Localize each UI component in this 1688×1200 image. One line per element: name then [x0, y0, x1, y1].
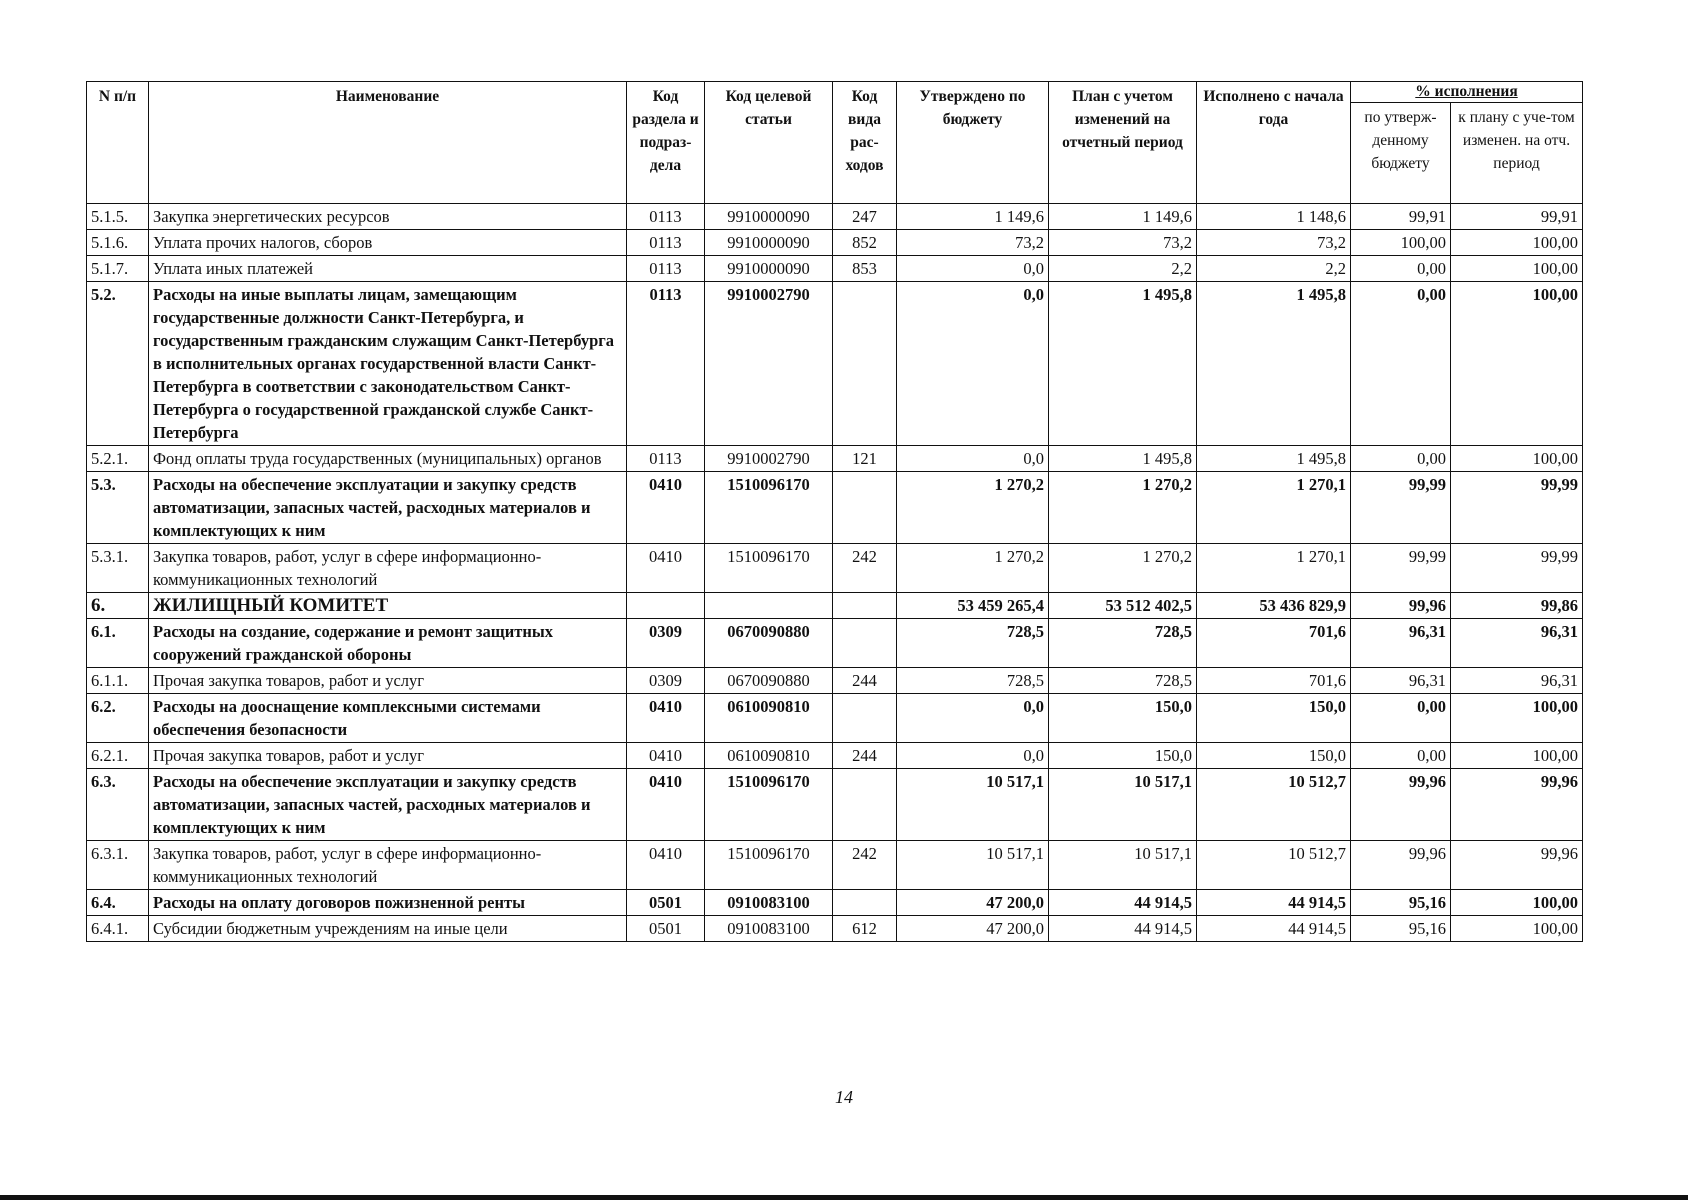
row-pct-plan: 100,00 — [1451, 446, 1583, 472]
table-row — [87, 841, 1583, 890]
row-razdel: 0410 — [627, 743, 705, 769]
table-row-section — [87, 593, 1583, 619]
table-row — [87, 204, 1583, 230]
row-plan: 728,5 — [1049, 668, 1197, 694]
col-header-ispoln: Исполнено с начала года — [1197, 82, 1351, 204]
row-plan: 1 149,6 — [1049, 204, 1197, 230]
row-vid — [833, 282, 897, 446]
row-plan: 73,2 — [1049, 230, 1197, 256]
row-pct-plan: 99,99 — [1451, 472, 1583, 544]
row-ispoln: 1 495,8 — [1197, 446, 1351, 472]
row-utv: 1 149,6 — [897, 204, 1049, 230]
row-celevaya: 1510096170 — [705, 544, 833, 593]
row-vid: 853 — [833, 256, 897, 282]
row-plan: 44 914,5 — [1049, 916, 1197, 942]
row-ispoln: 44 914,5 — [1197, 916, 1351, 942]
col-header-plan: План с учетом изменений на отчетный период — [1049, 82, 1197, 204]
table-row — [87, 544, 1583, 593]
row-razdel: 0410 — [627, 694, 705, 743]
row-celevaya: 9910002790 — [705, 282, 833, 446]
row-razdel: 0113 — [627, 256, 705, 282]
row-plan: 10 517,1 — [1049, 769, 1197, 841]
row-pct-utv: 95,16 — [1351, 890, 1451, 916]
row-name: Уплата прочих налогов, сборов — [149, 230, 627, 256]
table-row — [87, 256, 1583, 282]
budget-execution-table — [86, 81, 1583, 942]
row-razdel: 0309 — [627, 619, 705, 668]
row-plan: 1 270,2 — [1049, 472, 1197, 544]
row-ispoln: 2,2 — [1197, 256, 1351, 282]
row-utv: 47 200,0 — [897, 890, 1049, 916]
row-pct-utv: 0,00 — [1351, 282, 1451, 446]
row-name: Прочая закупка товаров, работ и услуг — [149, 668, 627, 694]
row-num: 5.1.7. — [87, 256, 149, 282]
row-pct-utv: 96,31 — [1351, 668, 1451, 694]
row-pct-utv: 0,00 — [1351, 256, 1451, 282]
row-ispoln: 10 512,7 — [1197, 841, 1351, 890]
row-razdel — [627, 593, 705, 619]
row-ispoln: 53 436 829,9 — [1197, 593, 1351, 619]
table-row — [87, 282, 1583, 446]
row-celevaya: 0670090880 — [705, 619, 833, 668]
row-pct-plan: 99,96 — [1451, 769, 1583, 841]
scan-edge-bar — [0, 1195, 1688, 1200]
row-celevaya: 0610090810 — [705, 694, 833, 743]
row-name: Закупка энергетических ресурсов — [149, 204, 627, 230]
col-header-vid: Код вида рас-ходов — [833, 82, 897, 204]
row-pct-utv: 99,99 — [1351, 544, 1451, 593]
row-vid — [833, 619, 897, 668]
row-plan: 10 517,1 — [1049, 841, 1197, 890]
row-pct-plan: 99,86 — [1451, 593, 1583, 619]
row-razdel: 0501 — [627, 890, 705, 916]
row-vid: 247 — [833, 204, 897, 230]
row-ispoln: 1 148,6 — [1197, 204, 1351, 230]
row-utv: 10 517,1 — [897, 769, 1049, 841]
row-name: Расходы на создание, содержание и ремонт защитных сооружений гражданской обороны — [149, 619, 627, 668]
row-plan: 53 512 402,5 — [1049, 593, 1197, 619]
table-row — [87, 230, 1583, 256]
row-num: 6.4. — [87, 890, 149, 916]
col-header-pct-group: % исполнения — [1351, 82, 1583, 103]
row-vid — [833, 890, 897, 916]
row-name: Расходы на обеспечение эксплуатации и закупку средств автоматизации, запасных частей, расходных материалов и комплектующих к ним — [149, 472, 627, 544]
row-name: Расходы на оплату договоров пожизненной ренты — [149, 890, 627, 916]
row-num: 5.2.1. — [87, 446, 149, 472]
row-utv: 0,0 — [897, 694, 1049, 743]
row-celevaya: 9910002790 — [705, 446, 833, 472]
row-vid — [833, 769, 897, 841]
row-ispoln: 1 270,1 — [1197, 472, 1351, 544]
row-ispoln: 150,0 — [1197, 694, 1351, 743]
row-vid: 612 — [833, 916, 897, 942]
table-row — [87, 916, 1583, 942]
row-name: Расходы на дооснащение комплексными системами обеспечения безопасности — [149, 694, 627, 743]
row-celevaya: 1510096170 — [705, 841, 833, 890]
row-razdel: 0501 — [627, 916, 705, 942]
row-ispoln: 44 914,5 — [1197, 890, 1351, 916]
row-vid: 852 — [833, 230, 897, 256]
row-vid — [833, 593, 897, 619]
row-name: Расходы на иные выплаты лицам, замещающим государственные должности Санкт-Петербурга, и государственным гражданским служащим Санкт-Петербурга в исполнительных органах государственной власти Санкт-Петербурга в соответствии с законодательством Санкт-Петербурга о государственной гражданской службе Санкт-Петербурга — [149, 282, 627, 446]
row-celevaya: 9910000090 — [705, 230, 833, 256]
row-num: 6.3. — [87, 769, 149, 841]
row-utv: 10 517,1 — [897, 841, 1049, 890]
col-header-celevaya: Код целевой статьи — [705, 82, 833, 204]
table-row — [87, 694, 1583, 743]
row-ispoln: 10 512,7 — [1197, 769, 1351, 841]
row-pct-plan: 96,31 — [1451, 668, 1583, 694]
row-name: Фонд оплаты труда государственных (муниципальных) органов — [149, 446, 627, 472]
row-pct-plan: 100,00 — [1451, 230, 1583, 256]
table-row — [87, 769, 1583, 841]
col-header-razdel: Код раздела и подраз-дела — [627, 82, 705, 204]
row-name: Закупка товаров, работ, услуг в сфере информационно-коммуникационных технологий — [149, 841, 627, 890]
row-utv: 0,0 — [897, 256, 1049, 282]
row-utv: 0,0 — [897, 743, 1049, 769]
row-plan: 728,5 — [1049, 619, 1197, 668]
row-pct-utv: 100,00 — [1351, 230, 1451, 256]
row-razdel: 0309 — [627, 668, 705, 694]
row-plan: 150,0 — [1049, 694, 1197, 743]
row-pct-utv: 0,00 — [1351, 694, 1451, 743]
table-row — [87, 890, 1583, 916]
row-utv: 0,0 — [897, 282, 1049, 446]
row-pct-plan: 100,00 — [1451, 282, 1583, 446]
page-number: 14 — [835, 1087, 853, 1107]
col-header-pct-utv: по утверж-денному бюджету — [1351, 103, 1451, 204]
row-ispoln: 73,2 — [1197, 230, 1351, 256]
row-pct-utv: 95,16 — [1351, 916, 1451, 942]
table-row — [87, 668, 1583, 694]
table-row — [87, 472, 1583, 544]
row-num: 6.4.1. — [87, 916, 149, 942]
row-celevaya: 0670090880 — [705, 668, 833, 694]
row-pct-utv: 99,96 — [1351, 593, 1451, 619]
header-row-1 — [87, 82, 1583, 103]
row-num: 6.2. — [87, 694, 149, 743]
row-pct-utv: 99,96 — [1351, 769, 1451, 841]
row-ispoln: 701,6 — [1197, 619, 1351, 668]
row-num: 6.1.1. — [87, 668, 149, 694]
row-ispoln: 1 495,8 — [1197, 282, 1351, 446]
row-pct-plan: 96,31 — [1451, 619, 1583, 668]
row-pct-utv: 99,96 — [1351, 841, 1451, 890]
row-utv: 0,0 — [897, 446, 1049, 472]
row-vid: 242 — [833, 544, 897, 593]
row-vid: 242 — [833, 841, 897, 890]
row-utv: 728,5 — [897, 619, 1049, 668]
row-razdel: 0410 — [627, 769, 705, 841]
row-utv: 73,2 — [897, 230, 1049, 256]
row-plan: 1 495,8 — [1049, 446, 1197, 472]
row-vid: 121 — [833, 446, 897, 472]
row-num: 5.2. — [87, 282, 149, 446]
col-header-utv: Утверждено по бюджету — [897, 82, 1049, 204]
row-pct-utv: 0,00 — [1351, 743, 1451, 769]
row-pct-plan: 99,91 — [1451, 204, 1583, 230]
row-celevaya: 1510096170 — [705, 769, 833, 841]
row-name: Уплата иных платежей — [149, 256, 627, 282]
row-pct-utv: 99,91 — [1351, 204, 1451, 230]
row-num: 5.1.6. — [87, 230, 149, 256]
row-ispoln: 1 270,1 — [1197, 544, 1351, 593]
row-celevaya: 0910083100 — [705, 890, 833, 916]
table-row — [87, 446, 1583, 472]
row-name: Субсидии бюджетным учреждениям на иные цели — [149, 916, 627, 942]
row-vid: 244 — [833, 743, 897, 769]
row-num: 6.2.1. — [87, 743, 149, 769]
row-razdel: 0113 — [627, 446, 705, 472]
row-pct-plan: 100,00 — [1451, 694, 1583, 743]
row-num: 5.1.5. — [87, 204, 149, 230]
row-num: 5.3. — [87, 472, 149, 544]
row-pct-plan: 100,00 — [1451, 916, 1583, 942]
row-celevaya: 9910000090 — [705, 204, 833, 230]
row-pct-plan: 100,00 — [1451, 743, 1583, 769]
row-razdel: 0113 — [627, 282, 705, 446]
row-pct-plan: 100,00 — [1451, 256, 1583, 282]
row-celevaya: 1510096170 — [705, 472, 833, 544]
row-pct-plan: 100,00 — [1451, 890, 1583, 916]
row-name: Расходы на обеспечение эксплуатации и закупку средств автоматизации, запасных частей, расходных материалов и комплектующих к ним — [149, 769, 627, 841]
row-utv: 728,5 — [897, 668, 1049, 694]
row-celevaya: 0610090810 — [705, 743, 833, 769]
row-plan: 1 270,2 — [1049, 544, 1197, 593]
row-pct-utv: 96,31 — [1351, 619, 1451, 668]
row-pct-plan: 99,99 — [1451, 544, 1583, 593]
table-row — [87, 619, 1583, 668]
row-plan: 1 495,8 — [1049, 282, 1197, 446]
row-utv: 1 270,2 — [897, 472, 1049, 544]
row-vid — [833, 472, 897, 544]
row-plan: 44 914,5 — [1049, 890, 1197, 916]
row-pct-plan: 99,96 — [1451, 841, 1583, 890]
col-header-num: N п/п — [87, 82, 149, 204]
row-celevaya — [705, 593, 833, 619]
row-name: Прочая закупка товаров, работ и услуг — [149, 743, 627, 769]
row-plan: 2,2 — [1049, 256, 1197, 282]
col-header-pct-plan: к плану с уче-том изменен. на отч. период — [1451, 103, 1583, 204]
row-num: 5.3.1. — [87, 544, 149, 593]
row-plan: 150,0 — [1049, 743, 1197, 769]
row-razdel: 0410 — [627, 841, 705, 890]
row-celevaya: 0910083100 — [705, 916, 833, 942]
row-razdel: 0113 — [627, 204, 705, 230]
row-utv: 1 270,2 — [897, 544, 1049, 593]
row-name: ЖИЛИЩНЫЙ КОМИТЕТ — [149, 593, 627, 619]
row-razdel: 0410 — [627, 544, 705, 593]
row-utv: 53 459 265,4 — [897, 593, 1049, 619]
table-row — [87, 743, 1583, 769]
row-name: Закупка товаров, работ, услуг в сфере информационно-коммуникационных технологий — [149, 544, 627, 593]
row-pct-utv: 0,00 — [1351, 446, 1451, 472]
row-ispoln: 701,6 — [1197, 668, 1351, 694]
row-num: 6.1. — [87, 619, 149, 668]
row-razdel: 0113 — [627, 230, 705, 256]
row-vid — [833, 694, 897, 743]
row-num: 6.3.1. — [87, 841, 149, 890]
row-num: 6. — [87, 593, 149, 619]
row-vid: 244 — [833, 668, 897, 694]
row-celevaya: 9910000090 — [705, 256, 833, 282]
col-header-name: Наименование — [149, 82, 627, 204]
row-razdel: 0410 — [627, 472, 705, 544]
row-pct-utv: 99,99 — [1351, 472, 1451, 544]
row-utv: 47 200,0 — [897, 916, 1049, 942]
row-ispoln: 150,0 — [1197, 743, 1351, 769]
